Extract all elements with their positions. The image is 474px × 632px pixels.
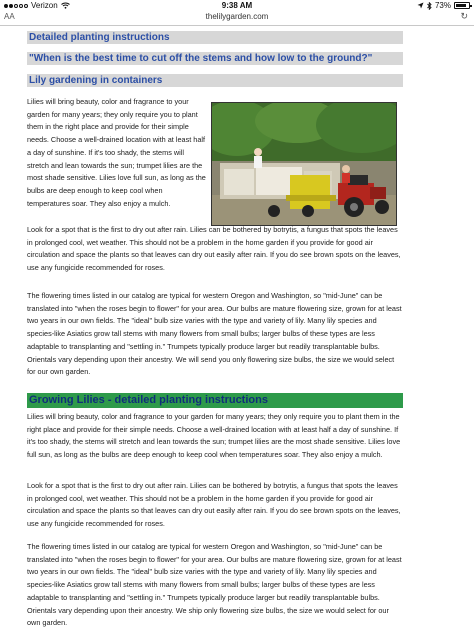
battery-icon [454,2,470,9]
clock: 9:38 AM [221,1,253,10]
containers-paragraph-2: Look for a spot that is the first to dry out after rain. Lilies can be bothered by botrytis, a fungus that spots the leaves in prolonged cool, wet weather. This should not be a problem in the home garden if you provide for good air circulation and space the plants so that leaves can dry out easily after rain. If you do see brown spots on the leaves, use any fungicide recommended for roses. [27,225,401,273]
carrier-name: Verizon [31,1,58,10]
growing-paragraph-2: Look for a spot that is the first to dry out after rain. Lilies can be bothered by botrytis, a fungus that spots the leaves in prolonged cool, wet weather. This should not be a problem in the home garden if you provide for good air circulation and space the plants so that leaves can dry out easily after rain. If you do see brown spots on the leaves, use any fungicide recommended for roses. [27,481,401,529]
heading-lily-containers: Lily gardening in containers [27,74,403,87]
containers-paragraph-3: The flowering times listed in our catalog are typical for western Oregon and Washington, so "mid-June" can be translated into "when the roses begin to flower" for your area. Our bulbs are mature flowering size, grown for at least two years in our own fields. The "ideal" bulb size varies with the type and variety of lily. Many lily species and species-like Asiatics grow tall stems with many flowers from small bulbs; larger bulbs of these types are less adaptable to transplanting and "settling in." Trumpets typically produce larger but readily transplantable bulbs. Orientals vary depending upon their ancestry. We will send you only flowering size bulbs, the size we would select for our own garden. [27,291,402,377]
system-indicators [417,1,470,10]
tractor-planting-photo [211,102,397,226]
growing-paragraph-1: Lilies will bring beauty, color and fragrance to your garden for many years; they only require you to plant them in the right place and provide for their simple needs. Choose a well-drained location with at least half a day of sunshine. If it's too shady, the stems will stretch and lean towards the sun; trumpet lilies are the most shade sensitive. Lilies love full sun, as long as the bulbs are deep enough to keep cool when temperatures soar. They also enjoy a mulch. [27,412,401,460]
battery-percent: 73% [434,1,451,10]
growing-paragraph-3: The flowering times listed in our catalog are typical for western Oregon and Washington, so "mid-June" can be translated into "when the roses begin to flower" for your area. Our bulbs are mature flowering size, grown for at least two years in our own fields. The "ideal" bulb size varies with the type and variety of lily. Many lily species and species-like Asiatics grow tall stems with many flowers from small bulbs; larger bulbs of these types are less adaptable to transplanting and "settling in." Trumpets typically produce larger but readily transplantable bulbs. Orientals vary depending upon their ancestry. We ship only flowering size bulbs, the size we would select for our own garden. [27,542,402,628]
toolbar-divider [0,25,474,26]
bluetooth-icon [427,2,432,10]
reload-icon[interactable]: ↻ [460,11,468,21]
text-size-button[interactable]: AA [4,12,15,21]
location-arrow-icon [417,2,424,9]
heading-cut-stems-question[interactable]: "When is the best time to cut off the stems and how low to the ground?" [27,52,403,65]
containers-paragraph-1: Lilies will bring beauty, color and fragrance to your garden for many years; they only require you to plant them in the right place and provide for their simple needs. Choose a well-drained location with at least half a day of sunshine. If it's too shady, the stems will stretch and lean towards the sun; trumpet lilies are the most shade sensitive. Lilies love full sun, as long as the bulbs are deep enough to keep cool when temperatures soar. They also enjoy a mulch. [27,97,206,208]
heading-detailed-instructions[interactable]: Detailed planting instructions [27,31,403,44]
tractor-planting-illustration [212,103,397,226]
status-bar [0,0,474,12]
url-text[interactable]: thelilygarden.com [205,12,269,21]
heading-growing-lilies: Growing Lilies - detailed planting instructions [27,393,403,408]
browser-address-bar[interactable] [0,12,474,24]
